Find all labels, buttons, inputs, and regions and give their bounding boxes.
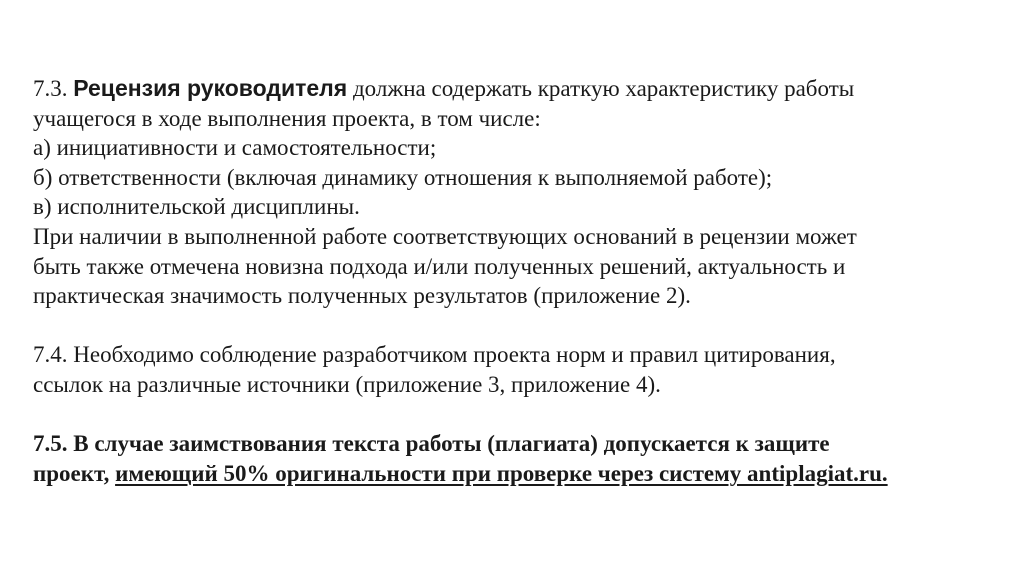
section-7-5-underlined-text: имеющий 50% оригинальности при проверке через систему antiplagiat.ru. xyxy=(115,460,888,486)
list-item-a: а) инициативности и самостоятельности; xyxy=(33,135,437,161)
slide-content xyxy=(33,74,1003,488)
section-7-3-line1-rest: должна содержать краткую характеристику работы xyxy=(352,76,855,101)
list-item-b: б) ответственности (включая динамику отношения к выполняемой работе); xyxy=(33,164,773,190)
spacer xyxy=(33,311,1003,341)
list-item-v: в) исполнительской дисциплины. xyxy=(33,194,360,220)
paragraph-line-3: практическая значимость полученных результатов (приложение 2). xyxy=(33,283,691,309)
section-7-4-line2: ссылок на различные источники (приложение 3, приложение 4). xyxy=(33,371,661,397)
section-7-3-heading: Рецензия руководителя xyxy=(73,75,348,101)
section-7-5-line2 xyxy=(33,459,1003,489)
paragraph-line-2: быть также отмечена новизна подхода и/или полученных решений, актуальность и xyxy=(33,253,846,279)
spacer xyxy=(33,400,1003,430)
section-7-3-number: 7.3. xyxy=(33,76,68,101)
section-7-3-line2: учащегося в ходе выполнения проекта, в том числе: xyxy=(33,105,541,131)
section-7-5-line1: 7.5. В случае заимствования текста работы (плагиата) допускается к защите xyxy=(33,431,830,457)
paragraph-line-1: При наличии в выполненной работе соответствующих оснований в рецензии может xyxy=(33,223,857,249)
section-7-4-line1: 7.4. Необходимо соблюдение разработчиком проекта норм и правил цитирования, xyxy=(33,342,836,368)
section-7-3-first-line xyxy=(33,74,1003,104)
section-7-5-line2-start: проект, xyxy=(33,460,110,486)
